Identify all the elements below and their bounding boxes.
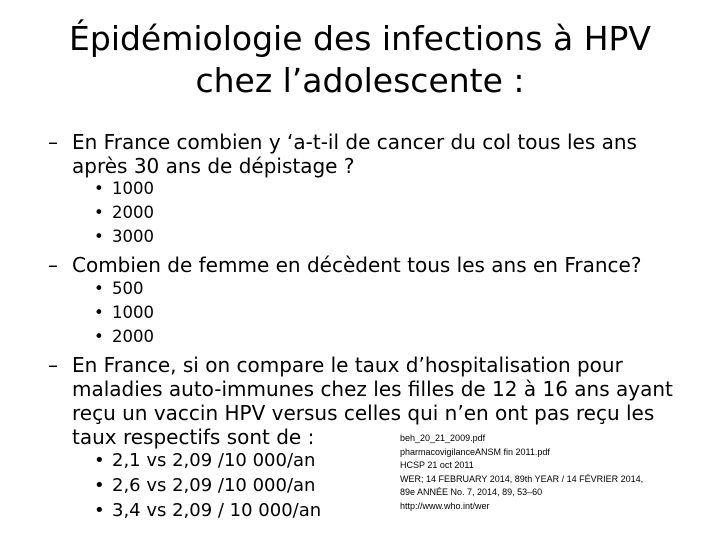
option-text: 2,1 vs 2,09 /10 000/an: [112, 450, 316, 471]
question-2-line-1: Combien de femme en décèdent tous les ans en France?: [72, 253, 642, 277]
option-text: 1000: [112, 303, 154, 322]
slide-title-line-2: chez l’adolescente :: [195, 61, 525, 100]
option-text: 2000: [112, 203, 154, 222]
question-1-line-2: après 30 ans de dépistage ?: [72, 154, 355, 178]
reference-item: WER; 14 FEBRUARY 2014, 89th YEAR / 14 FÉVRIER 2014,: [400, 473, 644, 484]
question-3-line-2: maladies auto-immunes chez les filles de 12 à 16 ans ayant: [72, 377, 673, 401]
question-dash: –: [48, 130, 58, 154]
question-2: [48, 253, 642, 277]
question-3-line-1: En France, si on compare le taux d’hospitalisation pour: [72, 353, 623, 377]
option-text: 500: [112, 279, 144, 298]
option-item: [94, 225, 154, 249]
question-1: [48, 130, 637, 178]
reference-item: http://www.who.int/wer: [400, 500, 490, 511]
option-item: [94, 201, 154, 225]
reference-item: HCSP 21 oct 2011: [400, 460, 474, 470]
question-3-options: [94, 448, 322, 523]
option-item: [94, 325, 154, 349]
slide-title-line-1: Épidémiologie des infections à HPV: [69, 19, 651, 58]
option-item: [94, 448, 321, 473]
option-text: 2,6 vs 2,09 /10 000/an: [112, 475, 316, 496]
reference-item: pharmacovigilanceANSM fin 2011.pdf: [400, 446, 550, 457]
question-1-options: [94, 177, 154, 249]
bullet-icon: •: [94, 450, 105, 471]
bullet-icon: •: [94, 500, 105, 521]
bullet-icon: •: [94, 227, 104, 246]
bullet-icon: •: [94, 179, 104, 198]
option-text: 1000: [112, 179, 154, 198]
bullet-icon: •: [94, 303, 104, 322]
question-3-line-4: taux respectifs sont de :: [72, 425, 315, 449]
bullet-icon: •: [94, 475, 105, 496]
option-item: [94, 473, 321, 498]
option-text: 2000: [112, 327, 154, 346]
references-block: [400, 432, 643, 513]
question-3-line-3: reçu un vaccin HPV versus celles qui n’en ont pas reçu les: [72, 401, 655, 425]
bullet-icon: •: [94, 203, 104, 222]
option-item: [94, 277, 154, 301]
option-text: 3000: [112, 227, 154, 246]
question-1-line-1: En France combien y ‘a-t-il de cancer du col tous les ans: [72, 130, 637, 154]
option-item: [94, 177, 154, 201]
slide-title: [40, 18, 680, 102]
bullet-icon: •: [94, 279, 104, 298]
question-2-options: [94, 277, 154, 349]
bullet-icon: •: [94, 327, 104, 346]
reference-item: 89e ANNÉE No. 7, 2014, 89, 53–60: [400, 487, 543, 497]
question-dash: –: [48, 253, 58, 277]
option-text: 3,4 vs 2,09 / 10 000/an: [112, 500, 322, 521]
option-item: [94, 498, 322, 523]
reference-item: beh_20_21_2009.pdf: [400, 433, 486, 443]
option-item: [94, 301, 154, 325]
question-dash: –: [48, 353, 58, 377]
